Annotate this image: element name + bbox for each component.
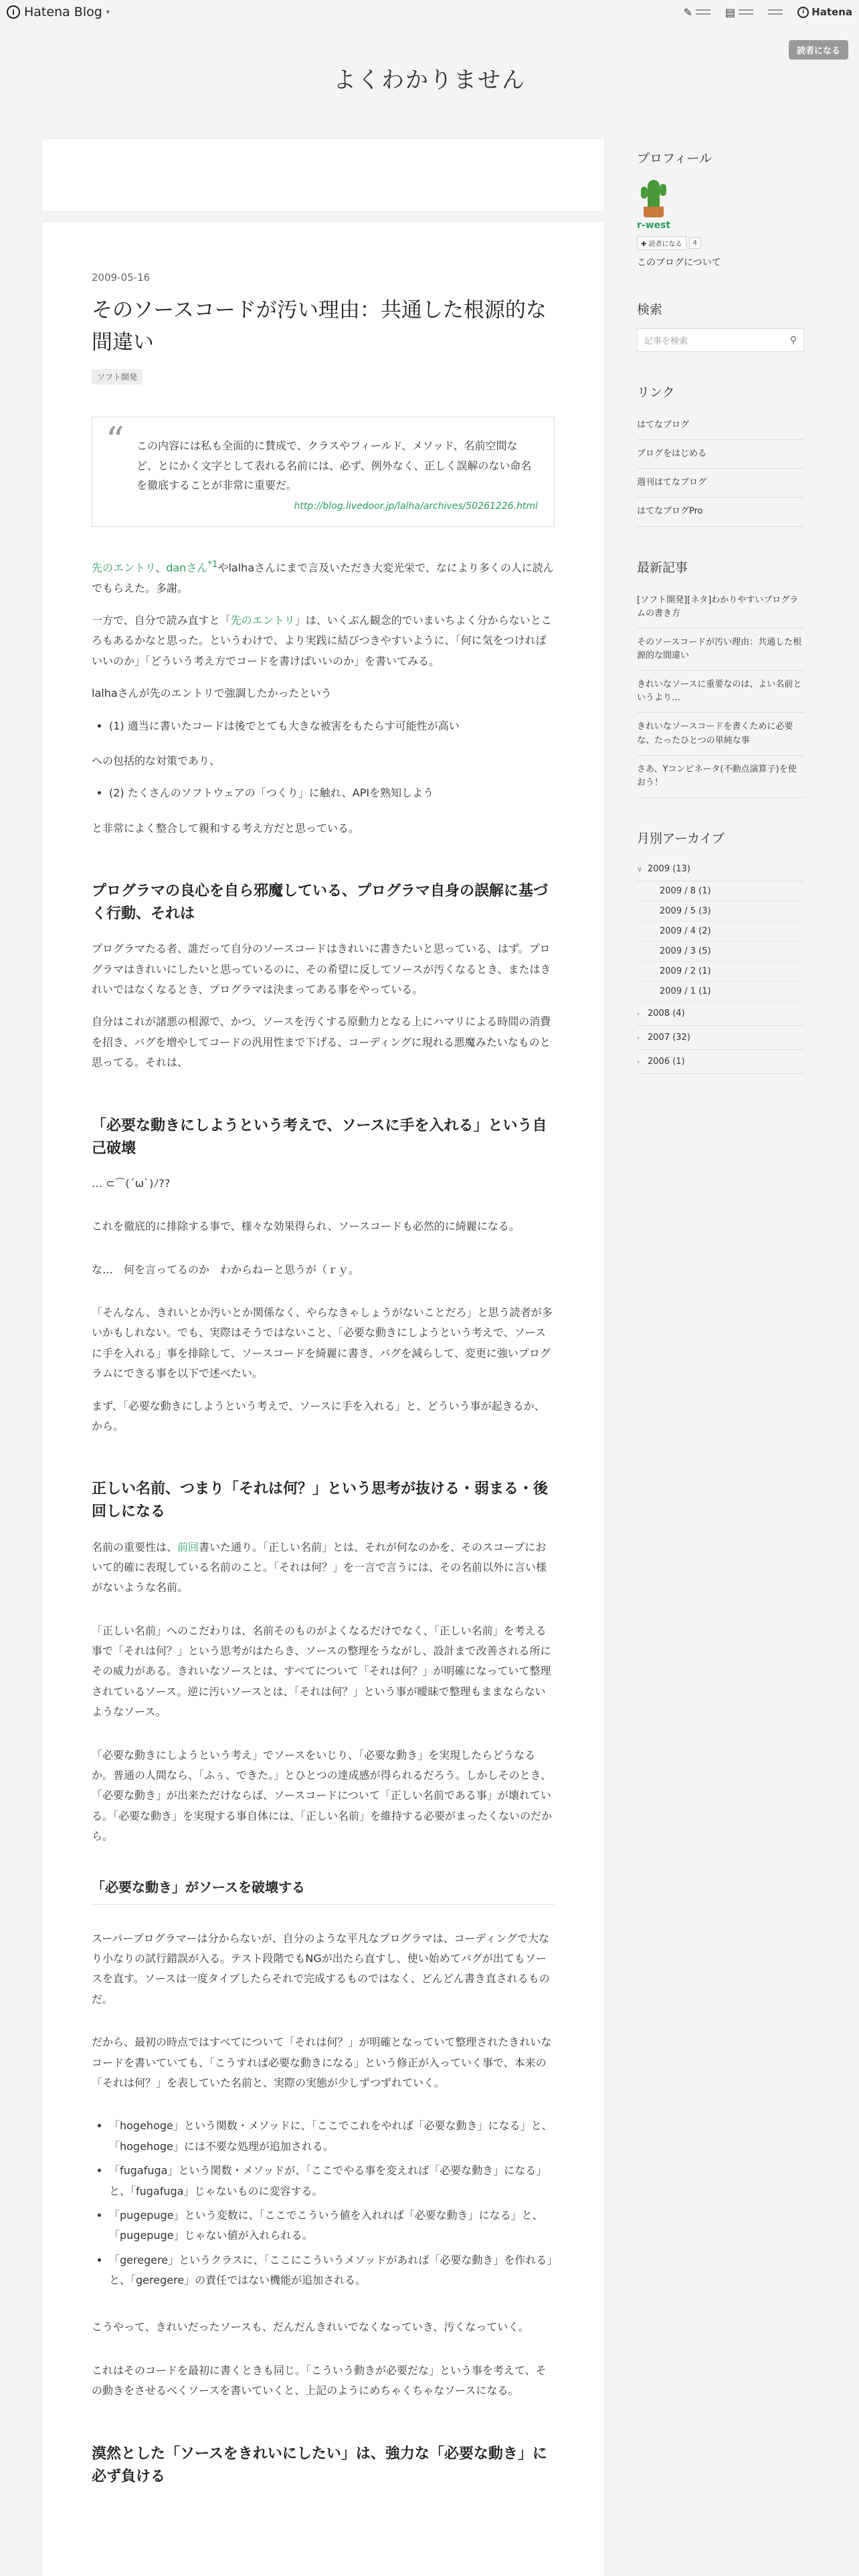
dashboard-label	[739, 9, 753, 15]
list	[109, 716, 555, 736]
write-label	[696, 9, 710, 15]
paragraph: … ⊂⌒(´ω`)ﾉ??	[92, 1176, 171, 1190]
subscribe-button[interactable]: 読者になる	[789, 40, 848, 60]
paragraph: こうやって、きれいだったソースも、だんだんきれいでなくなっていき、汚くなっていく。	[92, 2321, 529, 2334]
dan-link[interactable]: danさん	[166, 561, 208, 574]
prev-entry-link[interactable]: 先のエントリ	[230, 613, 295, 627]
archive-year[interactable]	[637, 1026, 804, 1050]
paragraph: まず、「必要な動きにしようという考えで、ソースに手を入れる」と、どういう事が起きるか、から。	[92, 1399, 545, 1432]
profile-module	[637, 148, 804, 269]
text: 書いた通り。「正しい名前」とは、それが何なのかを、そのスコープにおいて的確に表現している名前のこと。「それは何？」を一言で言うには、その名前以外に言い様がないような名前。	[92, 1540, 547, 1594]
link-item[interactable]: 週刊はてなブログ	[637, 469, 804, 498]
list-item: • 「geregere」というクラスに、「ここにこういうメソッドがあれば「必要な動き」を作れる」と、「geregere」の責任ではない機能が追加される。	[109, 2250, 555, 2291]
brand-text: Hatena Blog	[24, 5, 102, 19]
paragraph: これはそのコードを最初に書くときも同じ。「こういう動きが必要だな」という事を考えて、その動きをさせるべくソースを書いていくと、上記のようにめちゃくちゃなソースになる。	[92, 2363, 547, 2397]
quote-icon: “	[106, 419, 124, 462]
profile-title: プロフィール	[637, 151, 712, 166]
section-heading: 漠然とした「ソースをきれいにしたい」は、強力な「必要な動き」に必ず負ける	[92, 2445, 547, 2485]
avatar-part	[641, 187, 648, 199]
archive-month[interactable]: 2009 / 8 (1)	[637, 881, 804, 901]
entry-date[interactable]: 2009-05-16	[92, 272, 151, 284]
paragraph: 自分はこれが諸悪の根源で、かつ、ソースを汚くする原動力となる上にハマリによる時間の消費を招き、バグを増やしてコードの汎用性まで下げる、コーディングに現れる悪魔みたいなものと思ってる。それは、	[92, 1015, 551, 1069]
dashboard-button[interactable]	[725, 6, 753, 19]
quote-text: この内容には私も全面的に賛成で、クラスやフィールド、メソッド、名前空間など、とにかく文字として表れる名前には、必ず、例外なく、正しく誤解のない命名を徹底することが非常に重要だ。	[136, 439, 532, 492]
archive-month[interactable]: 2009 / 4 (2)	[637, 922, 804, 942]
avatar-part	[660, 184, 666, 196]
intro-separator: 、	[155, 561, 167, 574]
archive-module	[637, 829, 804, 1074]
paragraph: 「正しい名前」へのこだわりは、名前そのものがよくなるだけでなく、「正しい名前」を考える事で「それは何？」という思考がはたらき、ソースの整理をうながし、設計まで改善される所にその威力がある。きれいなソースとは、すべてについて「それは何？」が明確になっていて整理されているソース。逆に汚いソースとは、「それは何？」という事が曖昧で整理もままならないようなソース。	[92, 1624, 551, 1719]
archive-year-2009[interactable]	[637, 857, 804, 881]
subscriber-count[interactable]: 4	[689, 237, 701, 249]
search-placeholder: 記事を検索	[644, 336, 688, 346]
intro-text: やlalhaさんにまで言及いただき大変光栄で、なにより多くの人に読んでもらえた。多謝。	[92, 561, 554, 595]
recent-entry[interactable]: さあ、Yコンビネータ(不動点演算子)を使おう！	[637, 756, 804, 798]
paragraph: な… 何を言ってるのか わからねーと思うが（ｒｙ。	[92, 1263, 360, 1276]
recent-entry[interactable]: [ソフト開発][ネタ]わかりやすいプログラムの書き方	[637, 586, 804, 629]
list-item: • (1) 適当に書いたコードは後でとても大きな被害をもたらす可能性が高い	[109, 716, 555, 736]
links-module	[637, 383, 804, 527]
list-item: • (2) たくさんのソフトウェアの「つくり」に触れ、APIを熟知しよう	[109, 783, 555, 803]
previous-link[interactable]: 前回	[177, 1540, 199, 1553]
search-title: 検索	[637, 302, 663, 317]
blog-title[interactable]: よくわかりません	[333, 67, 526, 94]
links-title: リンク	[637, 385, 675, 400]
hatena-account-link[interactable]	[797, 6, 852, 18]
link-item[interactable]: ブログをはじめる	[637, 440, 804, 469]
ad-area	[42, 139, 604, 211]
list	[109, 2116, 555, 2290]
prev-entry-link[interactable]: 先のエントリ	[92, 561, 156, 574]
write-entry-button[interactable]	[684, 6, 710, 19]
hatena-text: Hatena	[812, 6, 852, 18]
chevron-down-icon[interactable]: ▾	[106, 8, 110, 16]
text: 一方で、自分で読み直すと「	[92, 613, 231, 627]
avatar-part	[644, 207, 664, 217]
archive-month[interactable]: 2009 / 3 (5)	[637, 942, 804, 962]
paragraph: への包括的な対策であり、	[92, 754, 221, 767]
list-item: • 「fugafuga」という関数・メソッドが、「ここでやる事を変えれば「必要な動き」になる」と、「fugafuga」じゃないものに変容する。	[109, 2161, 555, 2202]
paragraph: スーパープログラマーは分からないが、自分のような平凡なプログラマは、コーディングで大なり小なりの試行錯誤が入る。テスト段階でもNGが出たら直すし、使い始めてバグが出てもソースを直す。ソースは一度タイプしたらそれで完成するものではなく、どんどん書き直されるものだ。	[92, 1931, 550, 2006]
archive-year-label: 2009 (13)	[648, 863, 690, 874]
search-input[interactable]	[637, 328, 804, 352]
paragraph: と非常によく整合して親和する考え方だと思っている。	[92, 821, 360, 835]
link-item[interactable]: はてなブログPro	[637, 498, 804, 526]
hatena-blog-logo[interactable]	[7, 5, 110, 19]
paragraph: 「そんなん、きれいとか汚いとか関係なく、やらなきゃしょうがないことだろ」と思う読者が多いかもしれない。でも、実際はそうではないこと、「必要な動きにしようという考えで、ソースに手を入れる」事を排除して、ソースコードを綺麗に書き、バグを減らして、変更に強いプログラムにできる事を以下で述べたい。	[92, 1306, 553, 1380]
subscribe-small-button[interactable]: ✚ 読者になる	[637, 236, 686, 250]
intro-paragraph	[92, 556, 555, 599]
archive-month[interactable]: 2009 / 2 (1)	[637, 962, 804, 982]
recent-entry[interactable]: きれいなソースに重要なのは、よい名前というより…	[637, 671, 804, 713]
hatena-logo-icon: i	[797, 7, 809, 18]
profile-name-link[interactable]: r-west	[637, 220, 671, 231]
pencil-icon: ✎	[683, 5, 693, 19]
chevron-right-icon[interactable]: ›	[637, 1008, 640, 1018]
section-heading: 「必要な動きにしようという考えで、ソースに手を入れる」という自己破壊	[92, 1117, 547, 1157]
avatar-part	[648, 180, 660, 208]
search-icon[interactable]: ⚲	[789, 334, 797, 346]
archive-year[interactable]	[637, 1050, 804, 1074]
about-blog-link[interactable]: このブログについて	[637, 257, 721, 268]
archive-year-label: 2008 (4)	[648, 1008, 685, 1018]
text: 名前の重要性は、	[92, 1540, 178, 1553]
search-module	[637, 300, 804, 352]
link-item[interactable]: はてなブログ	[637, 411, 804, 440]
chevron-right-icon[interactable]: ›	[637, 1033, 640, 1042]
paragraph: lalhaさんが先のエントリで強調したかったという	[92, 687, 332, 700]
archive-month[interactable]: 2009 / 5 (3)	[637, 901, 804, 922]
archive-year-label: 2006 (1)	[648, 1056, 685, 1067]
paragraph: これを徹底的に排除する事で、様々な効果得られ、ソースコードも必然的に綺麗になる。	[92, 1220, 520, 1233]
article	[42, 222, 604, 2576]
recent-title: 最新記事	[637, 560, 688, 575]
paragraph: 「必要な動きにしようという考え」でソースをいじり、「必要な動き」を実現したらどうなるか。普通の人間なら、「ふぅ、できた。」とひとつの達成感が得られるだろう。しかしそのとき、「必要な動き」が出来ただけならば、ソースコードについて「正しい名前である事」が壊れている。「必要な動き」を実現する事自体には、「正しい名前」を維持する必要がまったくないのだから。	[92, 1748, 553, 1843]
subsection-heading: 「必要な動き」がソースを破壊する	[92, 1876, 555, 1905]
category-tag[interactable]: ソフト開発	[92, 369, 142, 385]
menu-icon	[768, 9, 783, 15]
chevron-right-icon[interactable]: ›	[637, 1057, 640, 1066]
list-item: • 「pugepuge」という変数に、「ここでこういう値を入れれば「必要な動き」になる」と、「pugepuge」じゃない値が入れられる。	[109, 2206, 555, 2246]
archive-title: 月別アーカイブ	[637, 831, 725, 846]
paragraph	[92, 1537, 555, 1598]
list-item: • 「hogehoge」という関数・メソッドに、「ここでこれをやれば「必要な動き」になる」と、「hogehoge」には不要な処理が追加される。	[109, 2116, 555, 2157]
hatena-logo-icon: i	[7, 5, 20, 19]
recent-entries-module	[637, 558, 804, 798]
archive-month[interactable]: 2009 / 1 (1)	[637, 982, 804, 1002]
avatar[interactable]	[637, 177, 669, 217]
menu-button[interactable]	[768, 9, 783, 15]
chevron-down-icon[interactable]: ∨	[637, 864, 643, 873]
section-heading: プログラマの良心を自ら邪魔している、プログラマ自身の誤解に基づく行動、それは	[92, 883, 549, 923]
quote-source-link[interactable]: http://blog.livedoor.jp/lalha/archives/50261226.html	[294, 500, 538, 512]
paragraph	[92, 611, 555, 671]
footnote-link[interactable]: *1	[207, 559, 218, 570]
subscribe-row	[637, 236, 804, 250]
spacer	[92, 2305, 555, 2317]
section-heading: 正しい名前、つまり「それは何？」という思考が抜ける・弱まる・後回しになる	[92, 1481, 549, 1521]
sidebar	[637, 148, 804, 1105]
paragraph: だから、最初の時点ではすべてについて「それは何？」が明確となっていて整理されたきれいなコードを書いていても、「こうすれば必要な動きになる」という修正が入っていく事で、本来の「それは何？」を表していた名前と、実際の実態が少しずつずれていく。	[92, 2036, 552, 2089]
archive-year[interactable]	[637, 1002, 804, 1026]
blockquote	[92, 417, 555, 527]
dashboard-icon: ▤	[725, 5, 736, 19]
global-header	[0, 0, 859, 24]
archive-year-label: 2007 (32)	[648, 1032, 690, 1043]
entry-title[interactable]: そのソースコードが汚い理由：共通した根源的な間違い	[92, 298, 547, 355]
text: 」は、いくぶん観念的でいまいちよく分からないところもあるかなと思った。というわけで、より実践に結びつきやすいように、「何に気をつければいいのか」「どういう考え方でコードを書けばいいのか」を書いてみる。	[92, 613, 552, 667]
recent-entry[interactable]: そのソースコードが汚い理由：共通した根源的な間違い	[637, 629, 804, 671]
paragraph: プログラマたる者、誰だって自分のソースコードはきれいに書きたいと思っている、はず。プログラマはきれいにしたいと思っているのに、その希望に反してソースが汚くなるとき、またはきれいではなくなるとき、プログラマは決まってある事をやっている。	[92, 942, 551, 996]
list	[109, 783, 555, 803]
recent-entry[interactable]: きれいなソースコードを書くために必要な、たったひとつの単純な事	[637, 713, 804, 755]
